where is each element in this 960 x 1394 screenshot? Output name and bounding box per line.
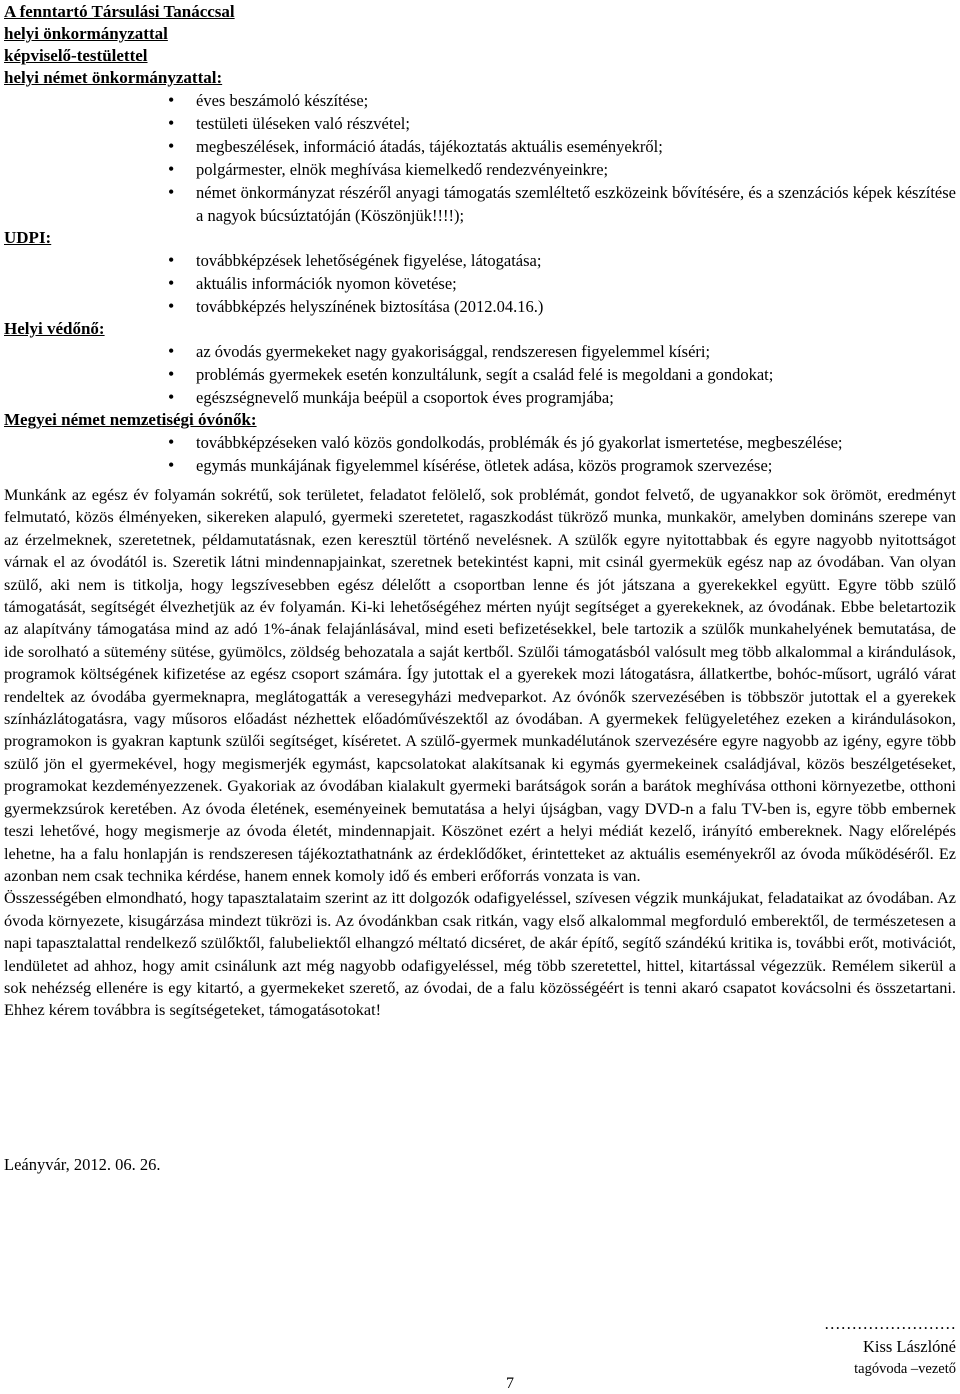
bullet-list [4, 89, 956, 227]
list-item: • testületi üléseken való részvétel; [4, 112, 956, 135]
body-paragraph-1: Munkánk az egész év folyamán sokrétű, sok területet, feladatot felölelő, sok problémát, gondot felvető, de ugyanakkor sok örömöt, eredményt felmutató, közös élményeken, sikereken alapuló, gyermeki szeretetet, ragaszkodást tükröző munka, munkakör, amelyben domináns szerepe van az érzelmeknek, szeretetnek, példamutatásnak, ezen keresztül történő nevelésnek. A szülők egyre nyitottabbak és egyre nagyobb nyitottságot várnak el az óvodától is. Szeretik látni mindennapjainkat, szeretnek betekintést kapni, mit csinál gyermekük egész nap az óvodában. Van olyan szülő, aki nem is titkolja, hogy legszívesebben egész délelőtt a csoportban lenne és jót játszana a gyerekekkel együtt. Egyre több szülő támogatását, segítségét élvezhetjük az év folyamán. Ki-ki lehetőségéhez mérten nyújt segítséget a gyerekeknek, az óvodának. Ebbe beletartozik az alapítvány támogatása mind az adó 1%-ának felajánlásával, mind eseti befizetésekkel, bele tartozik a szülők munkahelyének bemutatása, de ide sorolható a sütemény sütése, gyümölcs, zöldség behozatala a saját kertből. Szülői támogatásból valósult meg több alkalommal a kirándulások, programok költségének kifizetése az egész csoport számára. Így jutottak el a gyerekek mozi látogatásra, állatkertbe, bohóc-műsort, ugráló várat rendeltek az óvodába gyermeknapra, meglátogatták a veresegyházi medveparkot. Az óvónők szervezésében is többször jutottak el a gyerekek színházlátogatásra, vagy műsoros előadást nézhettek előadóművészektől az óvodában. A gyermekek felügyeletéhez ezeken a kirándulásokon, programokon is gyakran kaptunk szülői segítséget, kíséretet. A szülő-gyermek munkadélutánok szervezésére egyre nagyobb az igény, egyre több szülő jön el gyermekével, hogy megismerjék egymást, kapcsolatokat alakítsanak ki egymás gyermekeinek családjával, közös beszélgetéseket, programokat kezdeményezzenek. Gyakoriak az óvodában kialakult gyermeki barátságok során a barátok meghívása otthoni környezetbe, otthoni gyermekzsúrok keretében. Az óvoda életének, eseményeinek bemutatása a helyi újságban, vagy DVD-n a falu TV-ben is, egyre több embernek teszi lehetővé, hogy megismerje az óvoda életét, mindennapjait. Köszönet ezért a helyi médiát kezelő, irányító embereknek. Nagy előrelépés lehetne, ha a falu honlapján is rendszeresen tájékoztathatnánk az érdeklődőket, érintetteket az aktuális eseményekről az óvoda működéséről. Ez azonban nem csak technika kérdése, hanem ennek komoly idő és emberi erőforrás vonzata is van. [4, 485, 956, 885]
list-item: • egymás munkájának figyelemmel kísérése, ötletek adása, közös programok szervezése; [4, 454, 956, 477]
section-heading: helyi önkormányzattal [4, 24, 168, 43]
signature-block [824, 1312, 956, 1381]
section-heading: Helyi védőnő: [4, 319, 105, 338]
bullet-list [4, 431, 956, 477]
document-page [4, 0, 956, 1022]
list-item: • éves beszámoló készítése; [4, 89, 956, 112]
signature-dots: …………………… [824, 1314, 956, 1333]
spacer [4, 477, 956, 484]
signer-name: Kiss Lászlóné [862, 1337, 956, 1356]
bullet-list [4, 249, 956, 318]
section-heading: helyi német önkormányzattal: [4, 68, 223, 87]
page-number: 7 [506, 1375, 514, 1392]
list-item: • továbbképzés helyszínének biztosítása (2012.04.16.) [4, 295, 956, 318]
partners-section [4, 1, 956, 477]
section-heading: Megyei német nemzetiségi óvónők: [4, 410, 257, 429]
section-2 [4, 318, 956, 409]
list-item: • német önkormányzat részéről anyagi támogatás szemléltető eszközeink bővítésére, és a szenzációs képek készítése a nagyok búcsúztatóján (Köszönjük!!!!); [4, 181, 956, 227]
body-paragraph-2: Összességében elmondható, hogy tapasztalataim szerint az itt dolgozók odafigyeléssel, szívesen végzik munkájukat, feladataikat az óvodában. Az óvoda környezete, kisugárzása mindezt tükrözi is. Az óvodánkban csak ritkán, vagy első alkalommal megforduló emberektől, de természetesen a napi tapasztalattal rendelkező szülőktől, falubeliektől elhangzó méltató dicséret, de akár építő, segítő szándékú kritika is, további erőt, motivációt, lendületet ad ahhoz, hogy amit csinálunk azt még nagyobb odafigyeléssel, még több szeretettel, hittel, kitartással végezzük. Remélem sikerül a sok nehézség ellenére is egy kitartó, a gyermekeket szerető, az óvodai, de a falu közösségéért is tenni akaró csapatot kovácsolni és összetartani. Ehhez kérem továbbra is segítségeteket, támogatásotokat! [4, 888, 956, 1020]
section-heading: UDPI: [4, 228, 52, 247]
section-heading: képviselő-testülettel [4, 46, 148, 65]
list-item: • problémás gyermekek esetén konzultálunk, segít a család felé is megoldani a gondokat; [4, 363, 956, 386]
list-item: • továbbképzéseken való közös gondolkodás, problémák és jó gyakorlat ismertetése, megbeszélése; [4, 431, 956, 454]
section-3 [4, 409, 956, 477]
list-item: • egészségnevelő munkája beépül a csoportok éves programjába; [4, 386, 956, 409]
list-item: • megbeszélések, információ átadás, tájékoztatás aktuális eseményekről; [4, 135, 956, 158]
list-item: • továbbképzések lehetőségének figyelése, látogatása; [4, 249, 956, 272]
place-date: Leányvár, 2012. 06. 26. [4, 1155, 161, 1174]
list-item: • aktuális információk nyomon követése; [4, 272, 956, 295]
section-heading: A fenntartó Társulási Tanáccsal [4, 2, 235, 21]
section-1 [4, 227, 956, 318]
list-item: • polgármester, elnök meghívása kiemelkedő rendezvényeinkre; [4, 158, 956, 181]
signer-role: tagóvoda –vezető [854, 1361, 956, 1377]
list-item: • az óvodás gyermekeket nagy gyakorisággal, rendszeresen figyelemmel kíséri; [4, 340, 956, 363]
bullet-list [4, 340, 956, 409]
section-0 [4, 1, 956, 227]
